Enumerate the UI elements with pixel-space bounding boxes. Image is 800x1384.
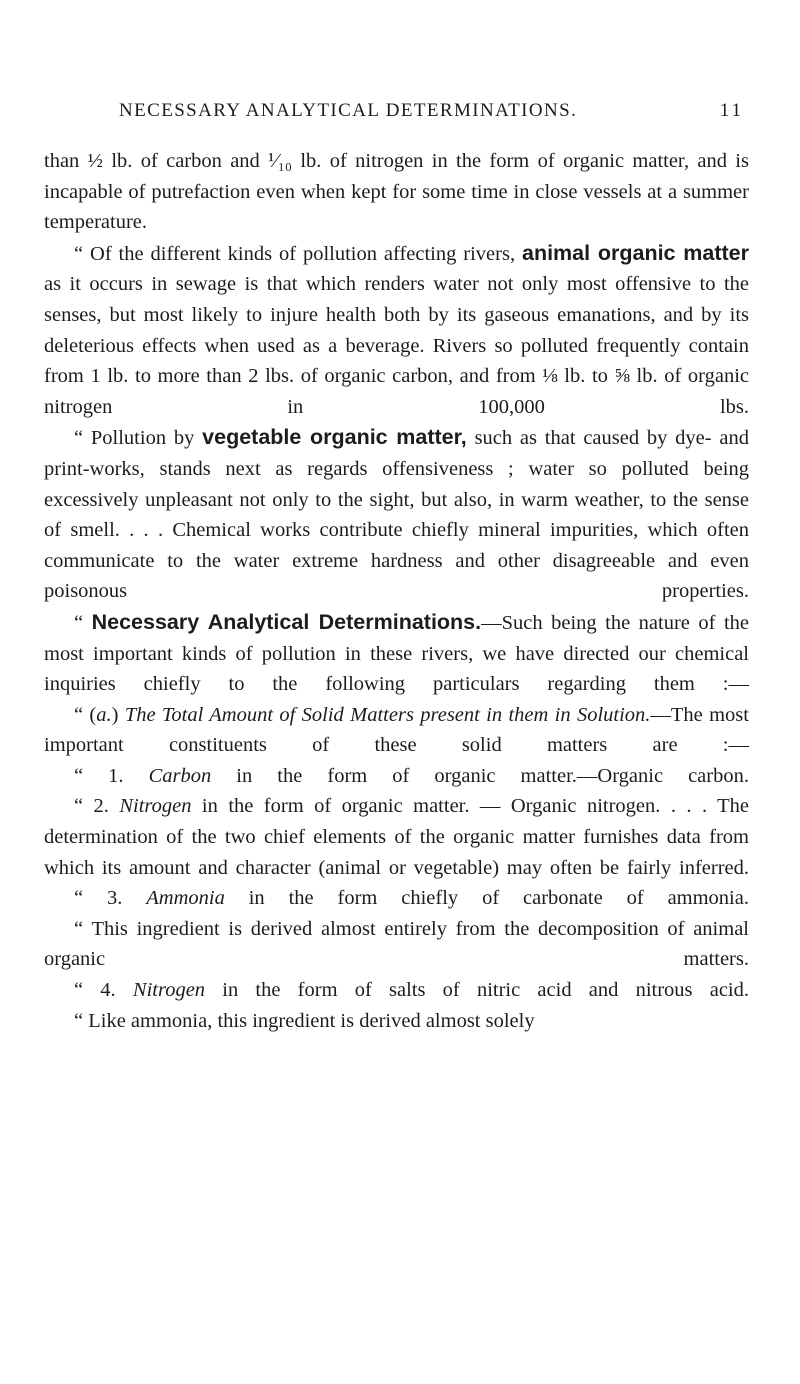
text-run: in the form of salts of nitric acid and nitrous acid. bbox=[205, 979, 750, 1002]
italic-text: a. bbox=[96, 703, 112, 726]
italic-text: Ammonia bbox=[146, 887, 225, 910]
text-run: “ ( bbox=[74, 703, 97, 726]
body-text bbox=[44, 146, 749, 1036]
paragraph bbox=[44, 1006, 749, 1037]
bold-term: vegetable organic matter, bbox=[202, 425, 467, 450]
italic-text: Nitrogen bbox=[119, 795, 192, 818]
text-run: —The most important constituents of these solid matters are :— bbox=[44, 703, 749, 757]
running-head bbox=[44, 100, 744, 130]
text-run: “ Of the different kinds of pollution affecting rivers, bbox=[74, 242, 522, 265]
text-run: “ 4. bbox=[74, 979, 133, 1002]
text-run: “ bbox=[74, 611, 92, 634]
text-run: in the form of organic matter.—Organic carbon. bbox=[211, 764, 749, 787]
paragraph bbox=[44, 146, 749, 238]
text-run: in the form of organic matter. — Organic nitrogen. . . . The determination of the two chief elements of the organic matter furnishes data from which its amount and character (animal or vegetable) may often be fairly inferred. bbox=[44, 795, 750, 879]
paragraph bbox=[44, 761, 749, 792]
page-number: 11 bbox=[719, 100, 744, 121]
text-run: “ 1. bbox=[74, 764, 149, 787]
paragraph bbox=[44, 422, 749, 607]
bold-term: animal organic matter bbox=[521, 240, 749, 265]
text-run: as it occurs in sewage is that which renders water not only most offensive to the senses, but most likely to injure health both by its gaseous emanations, and by its deleterious effects when used as a beverage. Rivers so polluted frequently contain from 1 lb. to more than 2 lbs. of organic carbon, and from ⅛ lb. to ⅝ lb. of organic nitrogen in 100,000 lbs. bbox=[44, 273, 749, 418]
text-run: “ 3. bbox=[74, 887, 147, 910]
text-run: “ Pollution by bbox=[74, 427, 203, 450]
paragraph bbox=[44, 607, 749, 700]
text-run: “ 2. bbox=[74, 795, 120, 818]
text-run: —Such being the nature of the most important kinds of pollution in these rivers, we have directed our chemical inquiries chiefly to the following particulars regarding them :— bbox=[44, 611, 749, 696]
italic-text: Carbon bbox=[148, 764, 212, 787]
paragraph bbox=[44, 975, 749, 1006]
text-run: “ This ingredient is derived almost entirely from the decomposition of animal organic matters. bbox=[44, 917, 749, 971]
bold-term: Necessary Analytical Determinations. bbox=[91, 609, 482, 634]
paragraph bbox=[44, 238, 749, 423]
text-run: than ½ lb. of carbon and ¹⁄₁₀ lb. of nitrogen in the form of organic matter, and is incapable of putrefaction even when kept for some time in close vessels at a summer temperature. bbox=[44, 150, 749, 234]
text-run: such as that caused by dye- and print-works, stands next as regards offensiveness ; water so polluted being excessively unpleasant not only to the sight, but also, in warm weather, to the sense of smell. . . . Chemical works contribute chiefly mineral impurities, which often communicate to the water extreme hardness and other disagreeable and even poisonous properties. bbox=[44, 427, 749, 603]
text-run: “ Like ammonia, this ingredient is derived almost solely bbox=[74, 1009, 535, 1032]
paragraph bbox=[44, 883, 749, 914]
text-run: ) bbox=[111, 703, 125, 726]
italic-text: Nitrogen bbox=[132, 979, 206, 1002]
paragraph bbox=[44, 791, 749, 883]
text-run: in the form chiefly of carbonate of ammonia. bbox=[224, 887, 749, 910]
paragraph bbox=[44, 914, 749, 975]
italic-text: The Total Amount of Solid Matters present in them in Solution. bbox=[124, 703, 651, 726]
paragraph bbox=[44, 700, 749, 761]
running-head-title: NECESSARY ANALYTICAL DETERMINATIONS. bbox=[119, 100, 578, 121]
